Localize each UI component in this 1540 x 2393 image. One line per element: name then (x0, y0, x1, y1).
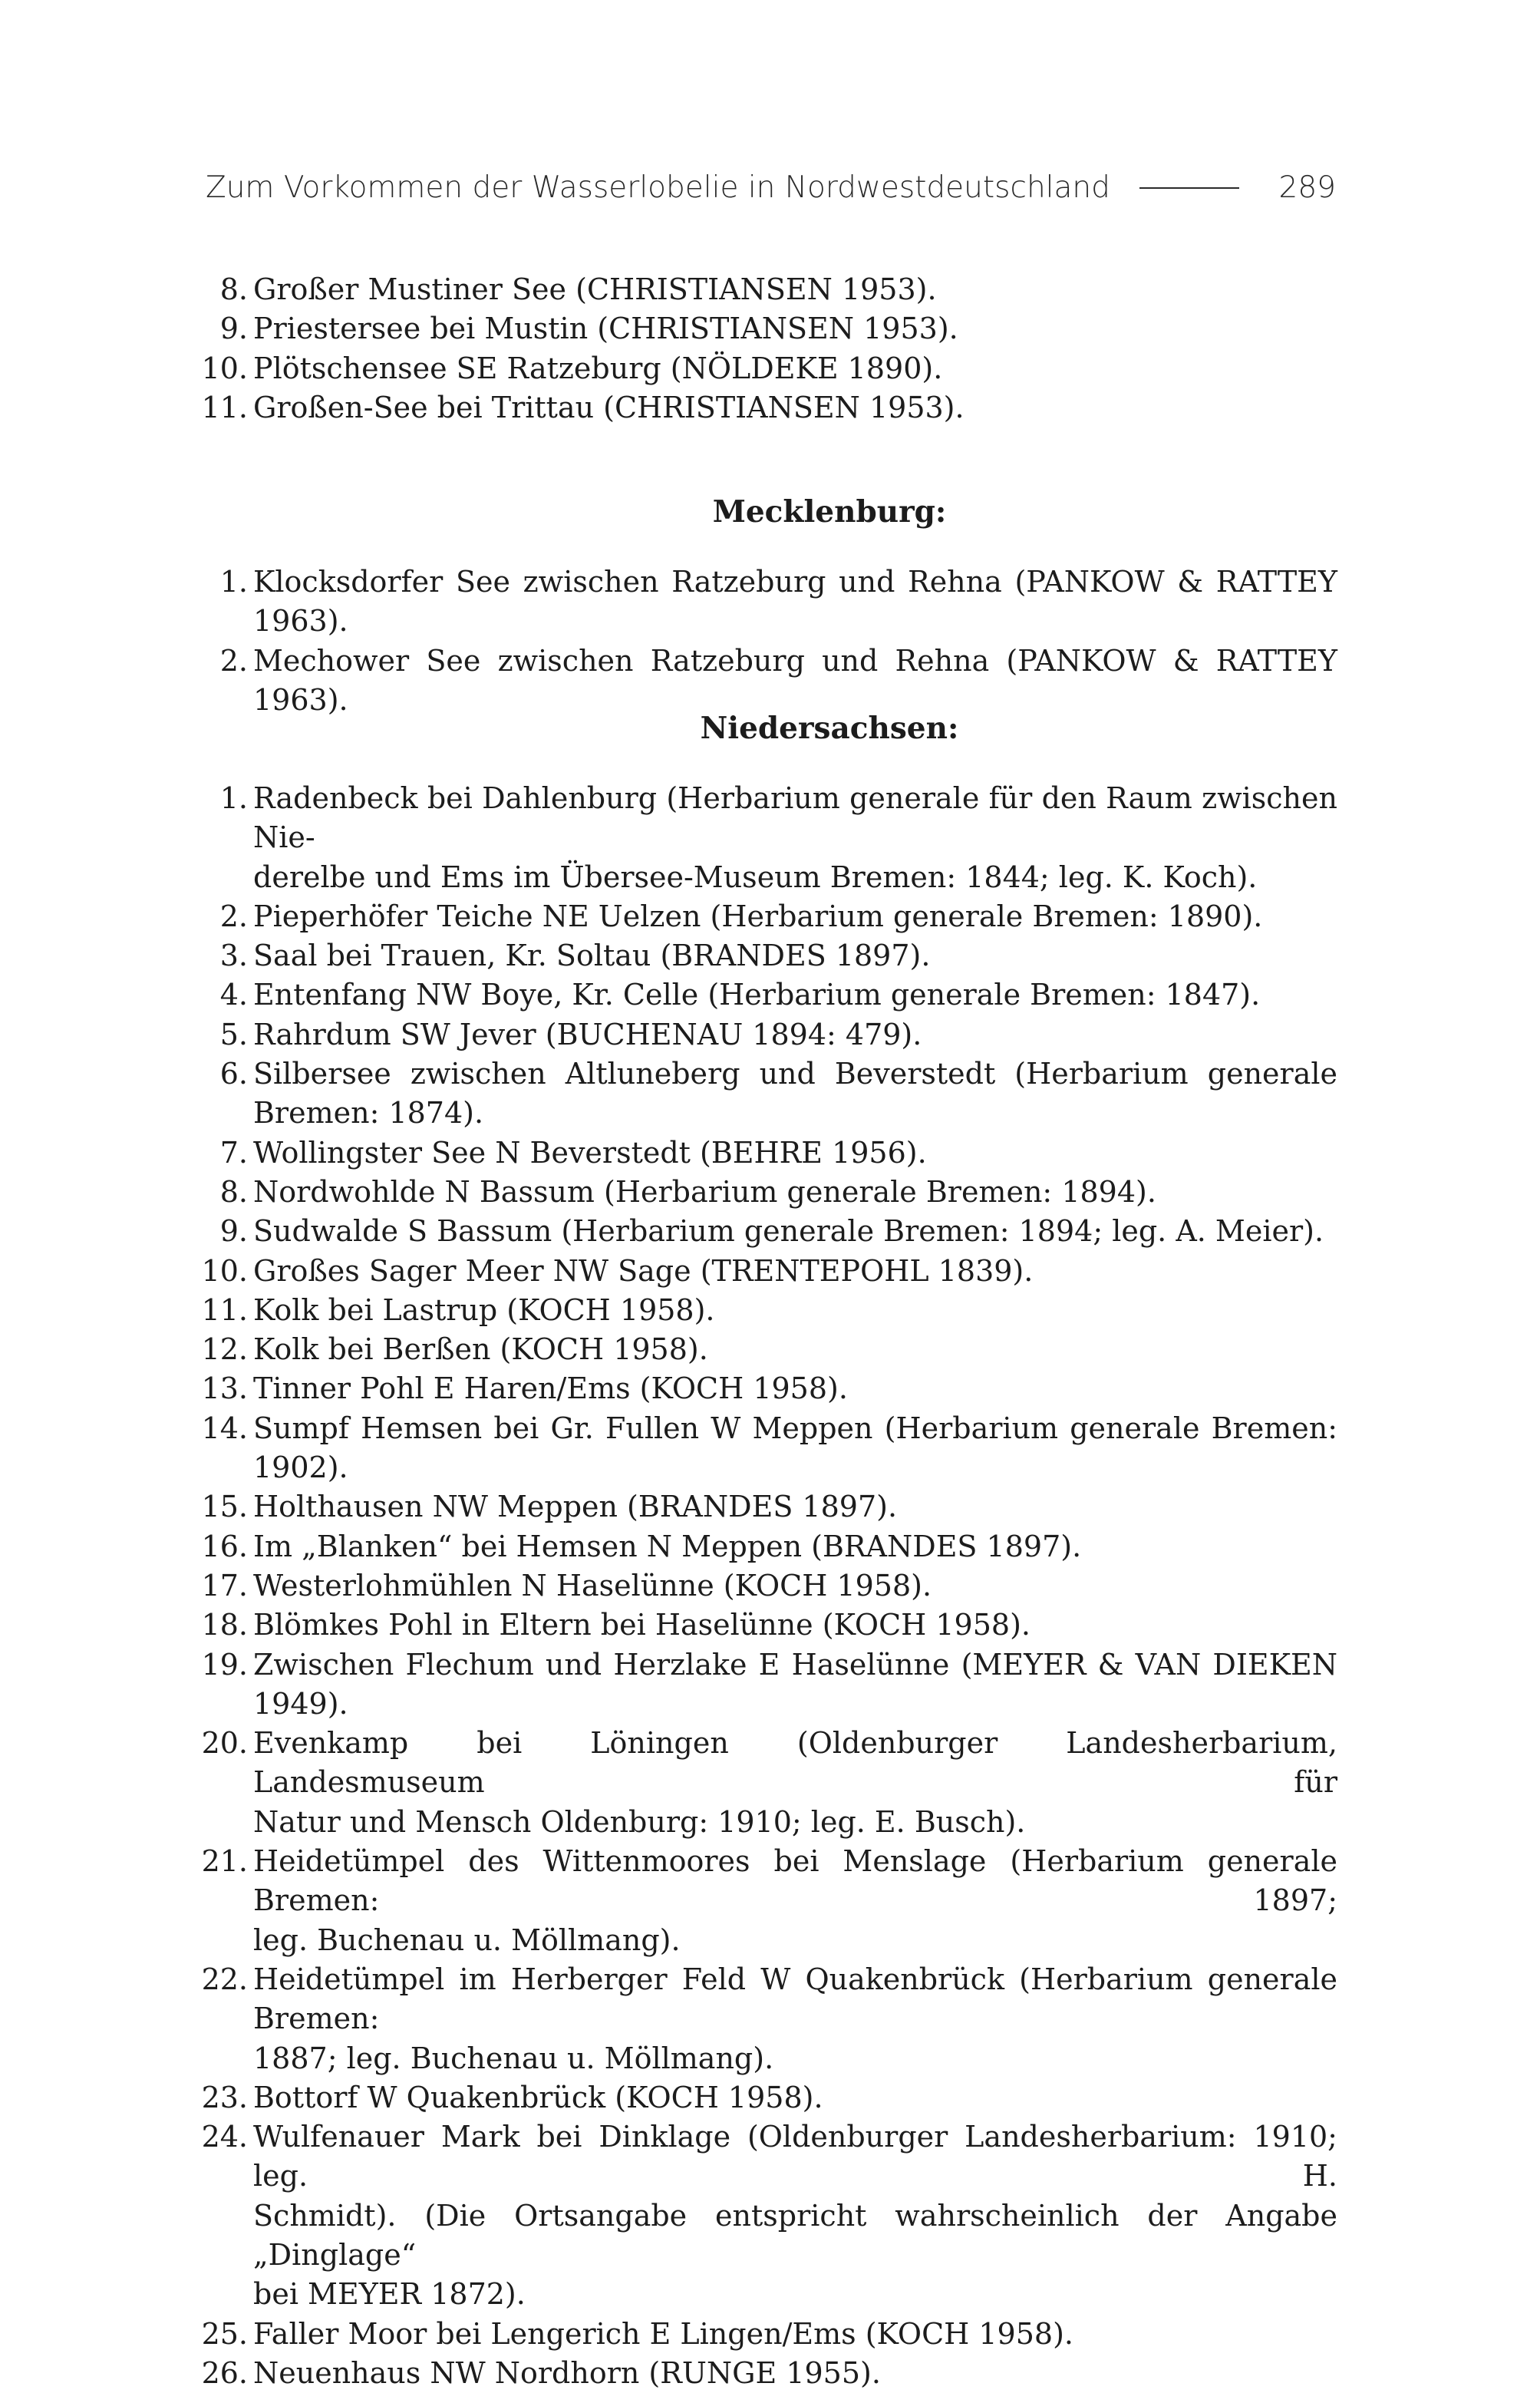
list-item (0, 1960, 1337, 2078)
list-item (0, 1330, 1337, 1369)
item-text-continuation: derelbe und Ems im Übersee-Museum Bremen: 1844; leg. K. Koch). (253, 860, 1258, 894)
item-text: Großen-See bei Trittau (CHRISTIANSEN 1953). (253, 390, 965, 424)
item-number: 2. (219, 643, 248, 678)
item-number: 9. (219, 312, 248, 346)
item-text: Saal bei Trauen, Kr. Soltau (BRANDES 1897). (253, 939, 931, 973)
item-text: Großer Mustiner See (CHRISTIANSEN 1953). (253, 272, 937, 306)
section-mecklenburg (0, 493, 1540, 720)
item-text: Sudwalde S Bassum (Herbarium generale Bremen: 1894; leg. A. Meier). (253, 1214, 1324, 1249)
list-item (0, 1291, 1337, 1330)
item-text: Mechower See zwischen Ratzeburg und Rehna (PANKOW & RATTEY 1963). (253, 643, 1337, 717)
item-number: 15. (201, 1490, 248, 1524)
list-item (0, 1252, 1337, 1291)
list-item (0, 1212, 1337, 1251)
item-number: 3. (219, 939, 248, 973)
list-item (0, 779, 1337, 897)
item-text: Priestersee bei Mustin (CHRISTIANSEN 1953). (253, 312, 958, 346)
item-text-continuation: Natur und Mensch Oldenburg: 1910; leg. E. Busch). (253, 1804, 1026, 1839)
running-header (206, 170, 1336, 205)
item-number: 17. (201, 1568, 248, 1602)
item-number: 25. (201, 2316, 248, 2351)
item-text: Westerlohmühlen N Haselünne (KOCH 1958). (253, 1568, 932, 1602)
item-number: 5. (219, 1017, 248, 1051)
item-text: Im „Blanken“ bei Hemsen N Meppen (BRANDES 1897). (253, 1529, 1082, 1563)
list-item (0, 1173, 1337, 1212)
list-item (0, 2117, 1337, 2314)
item-text: Heidetümpel des Wittenmoores bei Menslage (Herbarium generale Bremen: 1897; (253, 1844, 1337, 1918)
item-number: 11. (201, 1292, 248, 1327)
page-number: 289 (1278, 170, 1336, 205)
list-item (0, 1015, 1337, 1055)
item-number: 4. (219, 978, 248, 1012)
list-item (0, 642, 1337, 721)
item-text: Pieperhöfer Teiche NE Uelzen (Herbarium generale Bremen: 1890). (253, 899, 1263, 933)
section-heading: Niedersachsen: (700, 711, 959, 746)
item-number: 18. (201, 1608, 248, 1642)
running-title: Zum Vorkommen der Wasserlobelie in Nordwestdeutschland (206, 170, 1110, 205)
list-item (0, 388, 1337, 427)
item-text: Bottorf W Quakenbrück (KOCH 1958). (253, 2080, 823, 2114)
item-text: Sumpf Hemsen bei Gr. Fullen W Meppen (Herbarium generale Bremen: 1902). (253, 1411, 1337, 1485)
list-item (0, 1055, 1337, 1134)
item-number: 19. (201, 1647, 248, 1682)
item-number: 24. (201, 2120, 248, 2154)
item-number: 13. (201, 1371, 248, 1406)
section-heading: Mecklenburg: (712, 494, 947, 530)
item-text: Plötschensee SE Ratzeburg (NÖLDEKE 1890). (253, 351, 943, 385)
list-item (0, 309, 1337, 348)
item-number: 14. (201, 1411, 248, 1445)
item-text: Evenkamp bei Löningen (Oldenburger Landesherbarium, Landesmuseum für (253, 1726, 1337, 1800)
list-item (0, 1842, 1337, 1960)
item-text: Heidetümpel im Herberger Feld W Quakenbrück (Herbarium generale Bremen: (253, 1962, 1337, 2036)
item-number: 9. (219, 1214, 248, 1249)
section-niedersachsen (0, 710, 1540, 2393)
item-number: 16. (201, 1529, 248, 1563)
item-text-continuation: bei MEYER 1872). (253, 2277, 526, 2312)
item-text-continuation: Schmidt). (Die Ortsangabe entspricht wahrscheinlich der Angabe „Dinglage“ (253, 2198, 1337, 2272)
list-item (0, 1606, 1337, 1645)
item-text: Silbersee zwischen Altluneberg und Beverstedt (Herbarium generale Bremen: 1874). (253, 1057, 1337, 1130)
item-number: 23. (201, 2080, 248, 2114)
header-rule (1139, 187, 1239, 189)
locality-list (0, 779, 1540, 2393)
item-text: Tinner Pohl E Haren/Ems (KOCH 1958). (253, 1371, 848, 1406)
item-text: Entenfang NW Boye, Kr. Celle (Herbarium generale Bremen: 1847). (253, 978, 1261, 1012)
list-item (0, 1487, 1337, 1527)
list-item (0, 975, 1337, 1015)
item-number: 10. (201, 351, 248, 385)
item-text: Kolk bei Berßen (KOCH 1958). (253, 1332, 708, 1367)
list-item (0, 1645, 1337, 1725)
item-text: Holthausen NW Meppen (BRANDES 1897). (253, 1490, 898, 1524)
item-number: 2. (219, 899, 248, 933)
item-number: 26. (201, 2355, 248, 2390)
item-text: Blömkes Pohl in Eltern bei Haselünne (KOCH 1958). (253, 1608, 1031, 1642)
list-item (0, 1527, 1337, 1566)
item-number: 12. (201, 1332, 248, 1367)
list-item (0, 1409, 1337, 1488)
item-text: Rahrdum SW Jever (BUCHENAU 1894: 479). (253, 1017, 922, 1051)
list-item (0, 1134, 1337, 1173)
item-number: 11. (201, 390, 248, 424)
list-item (0, 349, 1337, 388)
item-number: 21. (201, 1844, 248, 1879)
list-item (0, 1724, 1337, 1842)
item-text: Zwischen Flechum und Herzlake E Haselünne (MEYER & VAN DIEKEN 1949). (253, 1647, 1337, 1721)
item-text: Großes Sager Meer NW Sage (TRENTEPOHL 1839). (253, 1253, 1034, 1288)
section-continued-list (0, 270, 1540, 427)
item-number: 1. (219, 565, 248, 599)
item-text: Wulfenauer Mark bei Dinklage (Oldenburger Landesherbarium: 1910; leg. H. (253, 2120, 1337, 2193)
item-number: 8. (219, 1174, 248, 1209)
item-text: Kolk bei Lastrup (KOCH 1958). (253, 1292, 715, 1327)
list-item (0, 1369, 1337, 1408)
list-item (0, 1566, 1337, 1606)
item-text: Wollingster See N Beverstedt (BEHRE 1956). (253, 1135, 927, 1170)
item-number: 8. (219, 272, 248, 306)
list-item (0, 270, 1337, 309)
item-text: Neuenhaus NW Nordhorn (RUNGE 1955). (253, 2355, 881, 2390)
item-text: Klocksdorfer See zwischen Ratzeburg und Rehna (PANKOW & RATTEY 1963). (253, 565, 1337, 639)
locality-list (0, 270, 1540, 427)
list-item (0, 2078, 1337, 2117)
item-number: 22. (201, 1962, 248, 1996)
item-text-continuation: 1887; leg. Buchenau u. Möllmang). (253, 2041, 774, 2075)
item-text: Radenbeck bei Dahlenburg (Herbarium generale für den Raum zwischen Nie- (253, 781, 1337, 855)
item-text-continuation: leg. Buchenau u. Möllmang). (253, 1923, 681, 1957)
item-number: 6. (219, 1057, 248, 1091)
list-item (0, 897, 1337, 936)
item-number: 7. (219, 1135, 248, 1170)
item-text: Faller Moor bei Lengerich E Lingen/Ems (KOCH 1958). (253, 2316, 1073, 2351)
list-item (0, 2354, 1337, 2393)
item-text: Nordwohlde N Bassum (Herbarium generale Bremen: 1894). (253, 1174, 1156, 1209)
list-item (0, 2315, 1337, 2354)
item-number: 20. (201, 1726, 248, 1761)
item-number: 10. (201, 1253, 248, 1288)
list-item (0, 563, 1337, 642)
item-number: 1. (219, 781, 248, 815)
locality-list (0, 563, 1540, 720)
list-item (0, 936, 1337, 975)
